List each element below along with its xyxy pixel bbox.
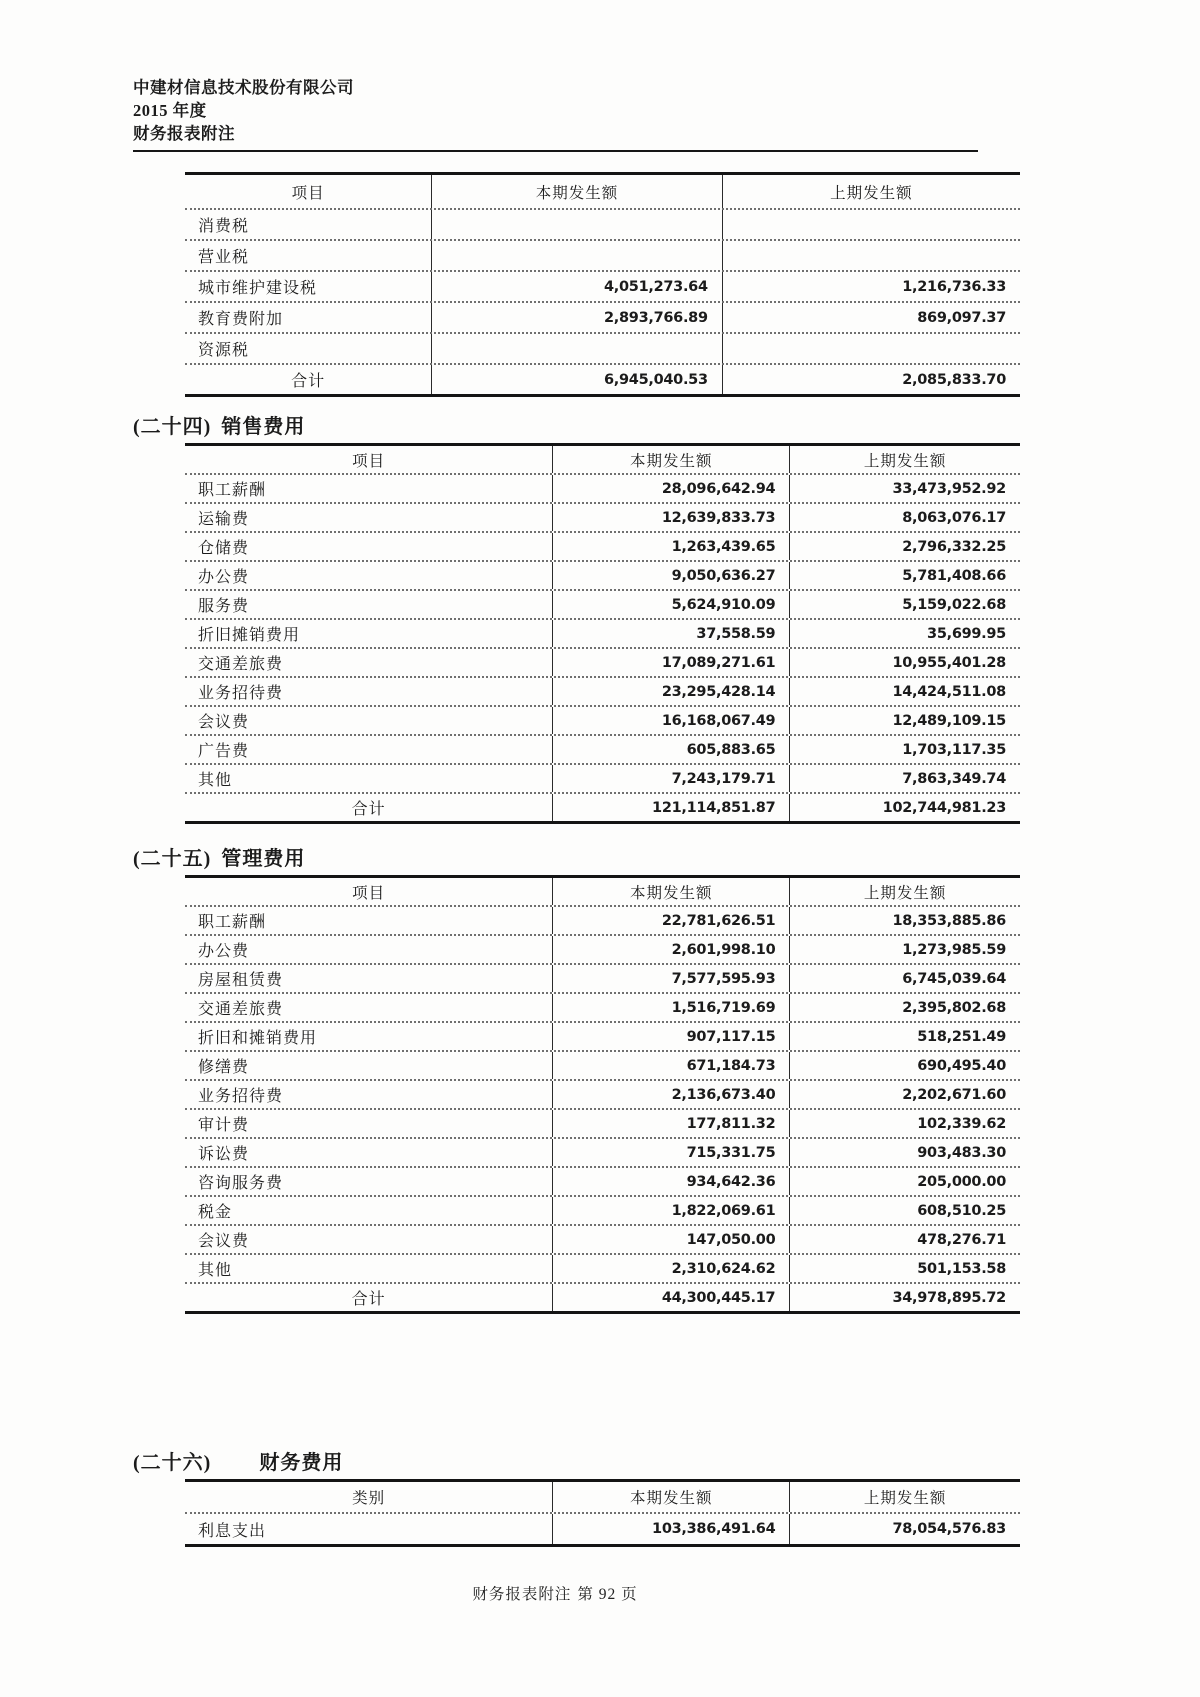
section-name: 财务费用 — [259, 1452, 344, 1474]
total-label: 合计 — [185, 365, 432, 394]
finance-expenses-table — [185, 1479, 1020, 1547]
row-value: 33,473,952.92 — [892, 480, 1006, 497]
row-value: 12,639,833.73 — [553, 504, 790, 531]
row-value: 6,745,039.64 — [902, 970, 1006, 987]
row-value: 102,339.62 — [917, 1115, 1006, 1132]
row-value: 5,781,408.66 — [902, 567, 1006, 584]
row-label: 税金 — [185, 1197, 553, 1224]
total-value: 34,978,895.72 — [892, 1289, 1006, 1306]
row-value — [723, 334, 1020, 363]
table-row — [185, 934, 1020, 963]
row-value: 8,063,076.17 — [902, 509, 1006, 526]
row-value: 2,202,671.60 — [902, 1086, 1006, 1103]
document-title: 财务报表附注 — [133, 124, 235, 143]
table-header-row — [185, 175, 1020, 208]
row-value — [432, 334, 723, 363]
row-value: 1,273,985.59 — [902, 941, 1006, 958]
row-value: 1,822,069.61 — [553, 1197, 790, 1224]
row-value: 2,395,802.68 — [902, 999, 1006, 1016]
table-row — [185, 1195, 1020, 1224]
table-row — [185, 1021, 1020, 1050]
row-label: 业务招待费 — [185, 1081, 553, 1108]
table-row — [185, 734, 1020, 763]
table-row — [185, 473, 1020, 502]
row-value: 4,051,273.64 — [432, 272, 723, 301]
row-value: 7,863,349.74 — [902, 770, 1006, 787]
row-value: 78,054,576.83 — [892, 1521, 1006, 1537]
row-value: 35,699.95 — [927, 625, 1006, 642]
footer-page-number: 第 92 页 — [577, 1586, 638, 1603]
row-value — [723, 241, 1020, 270]
total-value: 121,114,851.87 — [553, 794, 790, 821]
row-value: 12,489,109.15 — [892, 712, 1006, 729]
selling-expenses-table — [185, 443, 1020, 824]
table-row — [185, 589, 1020, 618]
column-header: 上期发生额 — [863, 1490, 947, 1507]
row-value: 2,601,998.10 — [553, 936, 790, 963]
section-title-admin-expenses — [133, 846, 1020, 872]
row-value — [432, 210, 723, 239]
column-header: 本期发生额 — [553, 1482, 790, 1512]
table-row — [185, 1253, 1020, 1282]
row-label: 房屋租赁费 — [185, 965, 553, 992]
table-row — [185, 676, 1020, 705]
section-name: 管理费用 — [221, 848, 306, 870]
row-label: 其他 — [185, 765, 553, 792]
row-label: 职工薪酬 — [185, 475, 553, 502]
total-value: 2,085,833.70 — [902, 371, 1006, 388]
column-header: 上期发生额 — [863, 452, 947, 470]
row-label: 审计费 — [185, 1110, 553, 1137]
row-value: 5,159,022.68 — [902, 596, 1006, 613]
row-label: 修缮费 — [185, 1052, 553, 1079]
row-value: 1,703,117.35 — [902, 741, 1006, 758]
section-number: (二十四) — [133, 416, 212, 438]
footer-label: 财务报表附注 — [472, 1586, 572, 1603]
row-value: 22,781,626.51 — [553, 907, 790, 934]
report-header — [133, 76, 978, 152]
row-value: 16,168,067.49 — [553, 707, 790, 734]
table-row — [185, 763, 1020, 792]
row-value: 2,136,673.40 — [553, 1081, 790, 1108]
total-value: 6,945,040.53 — [432, 365, 723, 394]
row-label: 运输费 — [185, 504, 553, 531]
table-row — [185, 1137, 1020, 1166]
row-value: 14,424,511.08 — [892, 683, 1006, 700]
row-value: 205,000.00 — [917, 1173, 1006, 1190]
row-value — [432, 241, 723, 270]
column-header: 本期发生额 — [553, 878, 790, 905]
row-value: 7,243,179.71 — [553, 765, 790, 792]
table-row — [185, 531, 1020, 560]
table-row — [185, 239, 1020, 270]
row-value: 518,251.49 — [917, 1028, 1006, 1045]
row-value: 934,642.36 — [553, 1168, 790, 1195]
table-row — [185, 1050, 1020, 1079]
row-value: 869,097.37 — [917, 309, 1006, 326]
table-row — [185, 1512, 1020, 1544]
row-value: 7,577,595.93 — [553, 965, 790, 992]
row-value: 478,276.71 — [917, 1231, 1006, 1248]
row-label: 交通差旅费 — [185, 994, 553, 1021]
total-label: 合计 — [185, 794, 553, 821]
table-row — [185, 618, 1020, 647]
row-value: 10,955,401.28 — [892, 654, 1006, 671]
table-header-row — [185, 878, 1020, 905]
table-row — [185, 905, 1020, 934]
table-row — [185, 1108, 1020, 1137]
row-label: 广告费 — [185, 736, 553, 763]
section-number: (二十五) — [133, 848, 212, 870]
admin-expenses-table — [185, 875, 1020, 1314]
tax-surcharge-table — [185, 172, 1020, 397]
table-row — [185, 208, 1020, 239]
row-label: 咨询服务费 — [185, 1168, 553, 1195]
row-value: 605,883.65 — [553, 736, 790, 763]
row-value: 177,811.32 — [553, 1110, 790, 1137]
row-label: 仓储费 — [185, 533, 553, 560]
row-value: 17,089,271.61 — [553, 649, 790, 676]
header-divider — [133, 150, 978, 152]
column-header: 上期发生额 — [863, 884, 947, 902]
row-label: 职工薪酬 — [185, 907, 553, 934]
row-label: 服务费 — [185, 591, 553, 618]
total-value: 102,744,981.23 — [882, 799, 1006, 816]
row-value: 9,050,636.27 — [553, 562, 790, 589]
row-value: 715,331.75 — [553, 1139, 790, 1166]
total-label: 合计 — [185, 1284, 553, 1311]
table-row — [185, 705, 1020, 734]
table-header-row — [185, 1482, 1020, 1512]
table-row — [185, 963, 1020, 992]
table-row — [185, 1166, 1020, 1195]
column-header: 本期发生额 — [553, 446, 790, 473]
row-label: 会议费 — [185, 1226, 553, 1253]
column-header: 上期发生额 — [830, 184, 913, 202]
row-label: 业务招待费 — [185, 678, 553, 705]
column-header: 项目 — [185, 878, 553, 905]
row-value: 147,050.00 — [553, 1226, 790, 1253]
row-label: 消费税 — [185, 210, 432, 239]
table-total-row — [185, 792, 1020, 821]
table-row — [185, 992, 1020, 1021]
table-total-row — [185, 363, 1020, 394]
row-label: 交通差旅费 — [185, 649, 553, 676]
row-value: 1,516,719.69 — [553, 994, 790, 1021]
row-value: 2,796,332.25 — [902, 538, 1006, 555]
table-row — [185, 647, 1020, 676]
row-value: 18,353,885.86 — [892, 912, 1006, 929]
row-value: 903,483.30 — [917, 1144, 1006, 1161]
section-title-selling-expenses — [133, 414, 1020, 440]
row-label: 城市维护建设税 — [185, 272, 432, 301]
section-admin-expenses — [133, 846, 1020, 1314]
table-header-row — [185, 446, 1020, 473]
table-row — [185, 560, 1020, 589]
report-year: 2015 年度 — [133, 101, 207, 120]
row-value: 5,624,910.09 — [553, 591, 790, 618]
row-value: 671,184.73 — [553, 1052, 790, 1079]
section-finance-expenses — [133, 1450, 1020, 1547]
section-title-finance-expenses — [133, 1450, 1020, 1476]
table-row — [185, 1224, 1020, 1253]
table-total-row — [185, 1282, 1020, 1311]
row-value: 28,096,642.94 — [553, 475, 790, 502]
column-header: 项目 — [185, 175, 432, 208]
row-value: 103,386,491.64 — [553, 1514, 790, 1544]
row-value: 608,510.25 — [917, 1202, 1006, 1219]
section-name: 销售费用 — [221, 416, 306, 438]
row-label: 会议费 — [185, 707, 553, 734]
column-header: 本期发生额 — [432, 175, 723, 208]
row-value: 2,893,766.89 — [432, 303, 723, 332]
table-row — [185, 332, 1020, 363]
row-value: 37,558.59 — [553, 620, 790, 647]
row-label: 办公费 — [185, 562, 553, 589]
row-value: 690,495.40 — [917, 1057, 1006, 1074]
row-label: 利息支出 — [185, 1514, 553, 1544]
table-row — [185, 502, 1020, 531]
page-footer — [0, 1582, 1110, 1604]
section-selling-expenses — [133, 414, 1020, 824]
row-label: 折旧和摊销费用 — [185, 1023, 553, 1050]
column-header: 类别 — [185, 1482, 553, 1512]
table-row — [185, 301, 1020, 332]
section-number: (二十六) — [133, 1452, 212, 1474]
row-value — [723, 210, 1020, 239]
row-value: 907,117.15 — [553, 1023, 790, 1050]
row-label: 折旧摊销费用 — [185, 620, 553, 647]
table-row — [185, 1079, 1020, 1108]
table-row — [185, 270, 1020, 301]
row-label: 诉讼费 — [185, 1139, 553, 1166]
company-name: 中建材信息技术股份有限公司 — [133, 78, 354, 97]
row-value: 23,295,428.14 — [553, 678, 790, 705]
row-value: 2,310,624.62 — [553, 1255, 790, 1282]
row-label: 办公费 — [185, 936, 553, 963]
row-label: 资源税 — [185, 334, 432, 363]
row-label: 其他 — [185, 1255, 553, 1282]
row-value: 501,153.58 — [917, 1260, 1006, 1277]
row-label: 教育费附加 — [185, 303, 432, 332]
row-value: 1,263,439.65 — [553, 533, 790, 560]
row-value: 1,216,736.33 — [902, 278, 1006, 295]
column-header: 项目 — [185, 446, 553, 473]
row-label: 营业税 — [185, 241, 432, 270]
total-value: 44,300,445.17 — [553, 1284, 790, 1311]
